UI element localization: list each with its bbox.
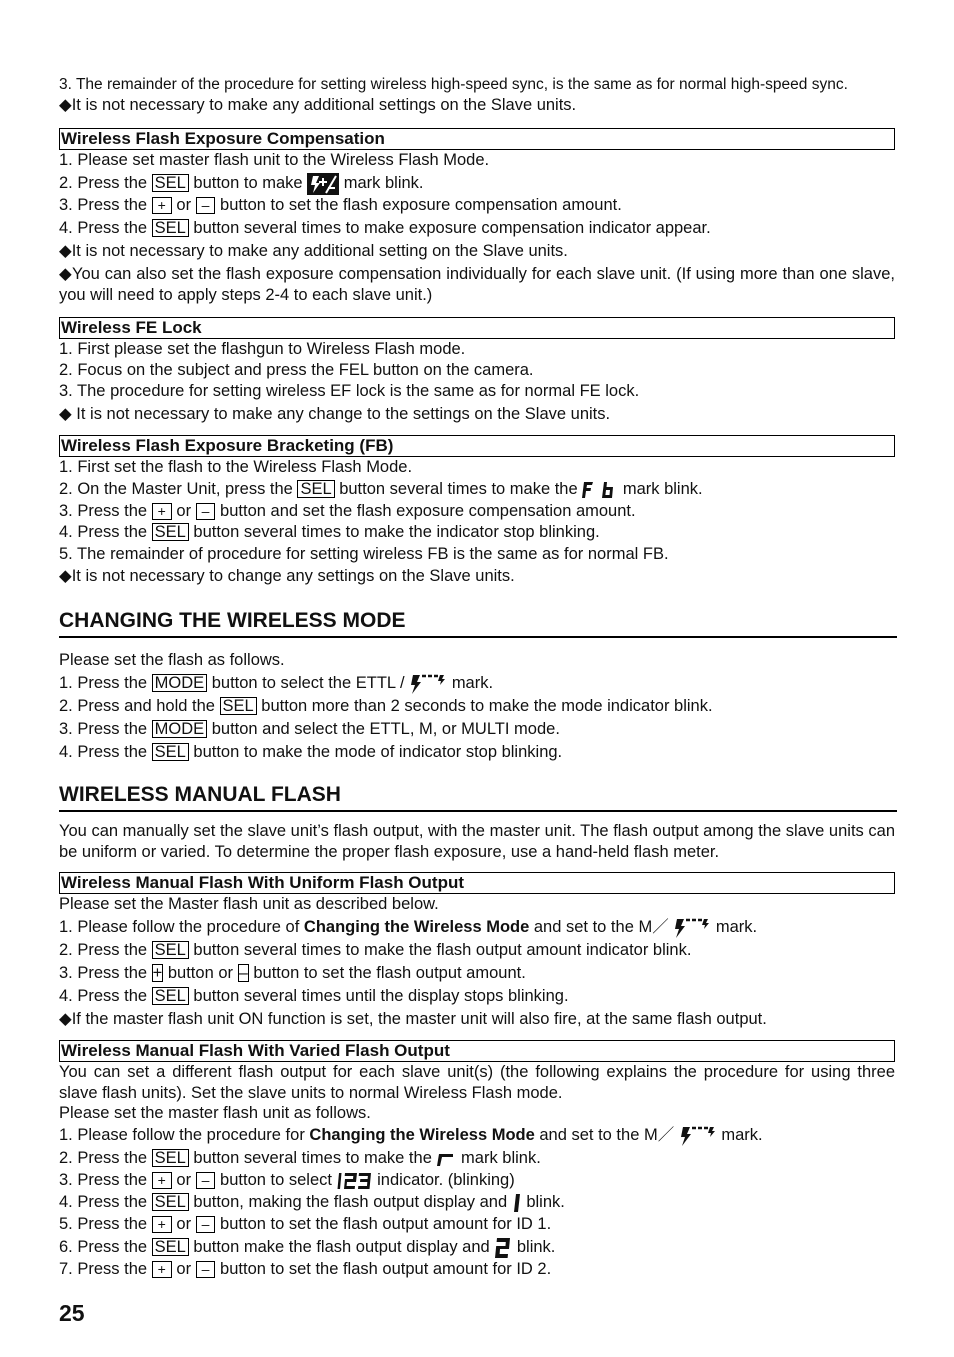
section-title-varied: Wireless Manual Flash With Varied Flash Output xyxy=(59,1040,895,1062)
wireless-flash-icon xyxy=(409,673,447,695)
varied-step-3: 3. Press the + or – button to select indicator. (blinking) xyxy=(59,1171,515,1189)
wireless-flash-compensation-icon xyxy=(307,173,339,195)
slave-id-2-icon xyxy=(494,1237,512,1259)
slave-id-123-icon xyxy=(337,1171,373,1191)
heading-changing-wireless-mode: CHANGING THE WIRELESS MODE xyxy=(59,609,897,638)
sel-key: SEL xyxy=(152,941,189,959)
fel-step-2: 2. Focus on the subject and press the FEL button on the camera. xyxy=(59,361,534,379)
cwm-step-4: 4. Press the SEL button to make the mode of indicator stop blinking. xyxy=(59,743,563,761)
cwm-step-3: 3. Press the MODE button and select the ETTL, M, or MULTI mode. xyxy=(59,720,560,738)
minus-key: – xyxy=(196,197,216,214)
sel-key: SEL xyxy=(152,1149,189,1167)
page-number: 25 xyxy=(59,1300,85,1326)
section-title-fel: Wireless FE Lock xyxy=(59,317,895,339)
varied-step-7: 7. Press the + or – button to set the flash output amount for ID 2. xyxy=(59,1260,552,1278)
fel-step-1: 1. First please set the flashgun to Wireless Flash mode. xyxy=(59,340,466,358)
minus-key: – xyxy=(196,1172,216,1189)
cwm-step-2: 2. Press and hold the SEL button more than 2 seconds to make the mode indicator blink. xyxy=(59,697,713,715)
sel-key: SEL xyxy=(152,1193,189,1211)
sel-key: SEL xyxy=(152,174,189,192)
section-title-fb: Wireless Flash Exposure Bracketing (FB) xyxy=(59,435,895,457)
fec-note-2: ◆You can also set the flash exposure compensation individually for each slave unit. (If using more than one slave, you will need to apply steps 2-4 to each slave unit.) xyxy=(59,265,895,304)
fb-step-5: 5. The remainder of procedure for setting wireless FB is the same as for normal FB. xyxy=(59,545,669,563)
section-title-uniform: Wireless Manual Flash With Uniform Flash Output xyxy=(59,872,895,894)
manual-page xyxy=(59,72,895,1280)
sel-key: SEL xyxy=(152,1238,189,1256)
fel-step-3: 3. The procedure for setting wireless EF lock is the same as for normal FE lock. xyxy=(59,382,640,400)
uniform-note-1: ◆If the master flash unit ON function is set, the master unit will also fire, at the same flash output. xyxy=(59,1010,767,1028)
fb-step-2: 2. On the Master Unit, press the SEL button several times to make the mark blink. xyxy=(59,480,703,498)
fb-step-1: 1. First set the flash to the Wireless Flash Mode. xyxy=(59,458,413,476)
plus-key: + xyxy=(152,1216,172,1233)
varied-step-2: 2. Press the SEL button several times to make the mark blink. xyxy=(59,1149,541,1167)
sel-key: SEL xyxy=(152,987,189,1005)
minus-key: – xyxy=(196,1216,216,1233)
fel-note-1: ◆ It is not necessary to make any change to the settings on the Slave units. xyxy=(59,405,611,423)
varied-step-1: 1. Please follow the procedure for Changing the Wireless Mode and set to the M／ mark. xyxy=(59,1123,895,1147)
plus-key: + xyxy=(152,964,163,982)
fb-note-1: ◆It is not necessary to change any settings on the Slave units. xyxy=(59,567,515,585)
varied-step-6: 6. Press the SEL button make the flash output display and blink. xyxy=(59,1235,895,1259)
fec-note-1: ◆It is not necessary to make any additional setting on the Slave units. xyxy=(59,242,568,260)
varied-step-5: 5. Press the + or – button to set the flash output amount for ID 1. xyxy=(59,1215,552,1233)
fb-mark-icon xyxy=(582,480,618,500)
uniform-intro: Please set the Master flash unit as described below. xyxy=(59,895,439,913)
varied-intro-2: Please set the master flash unit as follows. xyxy=(59,1104,371,1122)
plus-key: + xyxy=(152,503,172,520)
plus-key: + xyxy=(152,1261,172,1278)
intro-note: ◆It is not necessary to make any additional settings on the Slave units. xyxy=(59,96,577,114)
plus-key: + xyxy=(152,197,172,214)
fec-step-4: 4. Press the SEL button several times to make exposure compensation indicator appear. xyxy=(59,219,711,237)
mode-key: MODE xyxy=(152,674,208,692)
manual-flash-mark-icon xyxy=(436,1151,456,1167)
fec-step-3: 3. Press the + or – button to set the flash exposure compensation amount. xyxy=(59,196,622,214)
sel-key: SEL xyxy=(152,743,189,761)
wireless-flash-icon xyxy=(673,917,711,939)
wireless-flash-icon xyxy=(679,1125,717,1147)
fb-step-3: 3. Press the + or – button and set the flash exposure compensation amount. xyxy=(59,502,636,520)
wmf-intro: You can manually set the slave unit’s flash output, with the master unit. The flash output among the slave units can be uniform or varied. To determine the proper flash exposure, use a hand-held flash meter. xyxy=(59,822,895,861)
uniform-step-1: 1. Please follow the procedure of Changing the Wireless Mode and set to the M／ mark. xyxy=(59,915,895,939)
fb-step-4: 4. Press the SEL button several times to make the indicator stop blinking. xyxy=(59,523,600,541)
fec-step-1: 1. Please set master flash unit to the Wireless Flash Mode. xyxy=(59,151,490,169)
sel-key: SEL xyxy=(152,219,189,237)
slave-id-1-icon xyxy=(512,1193,522,1213)
sel-key: SEL xyxy=(297,480,334,498)
plus-key: + xyxy=(152,1172,172,1189)
cwm-step-1: 1. Press the MODE button to select the ETTL / mark. xyxy=(59,671,895,695)
sel-key: SEL xyxy=(220,697,257,715)
mode-key: MODE xyxy=(152,720,208,738)
fec-step-2: 2. Press the SEL button to make mark blink. xyxy=(59,171,895,195)
cwm-intro: Please set the flash as follows. xyxy=(59,651,285,669)
varied-intro: You can set a different flash output for each slave unit(s) (the following explains the procedure for using three slave flash units). Set the slave units to normal Wireless Flash mode. xyxy=(59,1063,895,1102)
minus-key: – xyxy=(196,1261,216,1278)
sel-key: SEL xyxy=(152,523,189,541)
uniform-step-3: 3. Press the + button or – button to set the flash output amount. xyxy=(59,964,526,982)
uniform-step-4: 4. Press the SEL button several times until the display stops blinking. xyxy=(59,987,569,1005)
minus-key: – xyxy=(238,964,248,982)
varied-step-4: 4. Press the SEL button, making the flash output display and blink. xyxy=(59,1193,565,1211)
intro-step-3: 3. The remainder of the procedure for setting wireless high-speed sync, is the same as for normal high-speed sync. xyxy=(59,76,848,93)
minus-key: – xyxy=(196,503,216,520)
section-title-fec: Wireless Flash Exposure Compensation xyxy=(59,128,895,150)
uniform-step-2: 2. Press the SEL button several times to make the flash output amount indicator blink. xyxy=(59,941,692,959)
heading-wireless-manual-flash: WIRELESS MANUAL FLASH xyxy=(59,783,897,812)
